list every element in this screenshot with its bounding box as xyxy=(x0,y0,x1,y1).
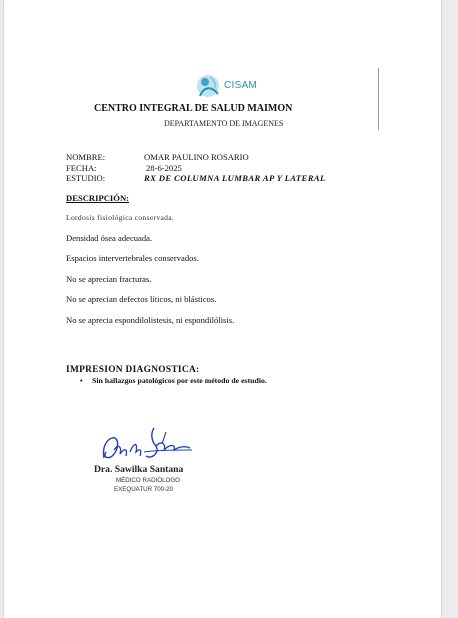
finding-item: Densidad ósea adecuada. xyxy=(66,233,153,243)
study-label: ESTUDIO: xyxy=(66,173,106,183)
finding-item: No se aprecian fracturas. xyxy=(66,274,152,284)
clinic-logo-icon xyxy=(194,72,224,102)
date-value: 28-6-2025 xyxy=(146,162,182,173)
finding-item: Espacios intervertebrales conservados. xyxy=(66,253,199,263)
document-page xyxy=(4,0,441,618)
bullet: • xyxy=(80,376,83,385)
study-value: RX DE COLUMNA LUMBAR AP Y LATERAL xyxy=(144,173,326,183)
signer-license: EXEQUATUR 700-20 xyxy=(114,486,174,493)
impression-item xyxy=(80,376,267,385)
finding-item: Lordosis fisiológica conservada. xyxy=(66,213,175,222)
description-title: DESCRIPCIÓN: xyxy=(66,193,130,203)
name-label: NOMBRE: xyxy=(66,152,106,162)
header-divider xyxy=(378,68,379,130)
signer-title: MÉDICO RADIÓLOGO xyxy=(116,477,180,484)
impression-title: IMPRESION DIAGNOSTICA: xyxy=(66,365,200,375)
department-name: DEPARTAMENTO DE IMAGENES xyxy=(164,119,284,128)
logo-text: CISAM xyxy=(224,80,258,91)
clinic-logo xyxy=(194,72,264,102)
finding-item: No se aprecia espondilolistesis, ni espondilólisis. xyxy=(66,315,235,325)
name-value: OMAR PAULINO ROSARIO xyxy=(144,152,249,162)
finding-item: No se aprecian defectos líticos, ni blásticos. xyxy=(66,294,217,304)
impression-text: Sin hallazgos patológicos por este método de estudio. xyxy=(92,376,267,385)
organization-name: CENTRO INTEGRAL DE SALUD MAIMON xyxy=(94,103,293,114)
date-label: FECHA: xyxy=(66,162,97,173)
handwritten-signature xyxy=(96,424,196,468)
signer-name: Dra. Sawilka Santana xyxy=(94,464,184,475)
